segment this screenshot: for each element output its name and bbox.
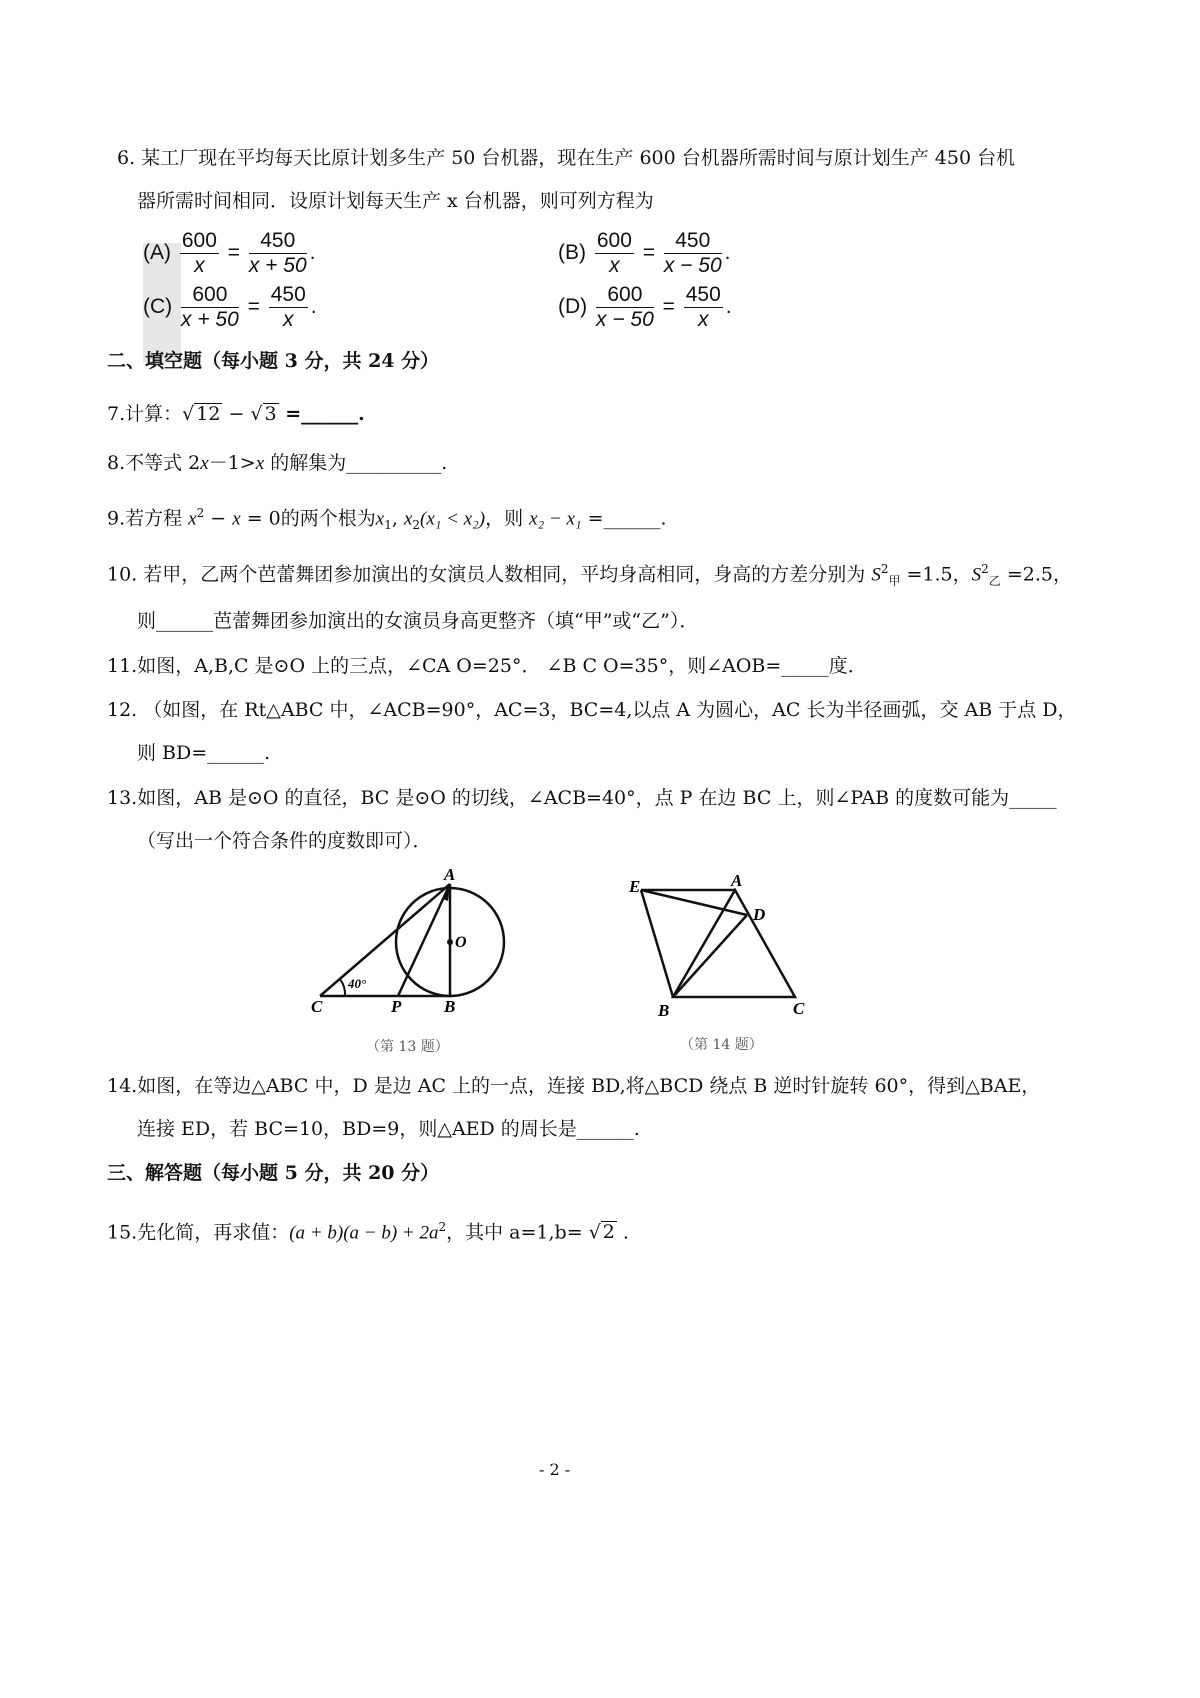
q10-line1: 10. 若甲，乙两个芭蕾舞团参加演出的女演员人数相同，平均身高相同，身高的方差分别为 $S^2_甲 =1.5$，$S^2_乙 =2.5$， (107, 562, 1072, 589)
section-heading-fill-blank: 二、填空题（每小题 3 分，共 24 分） (107, 350, 440, 372)
angle-arc (340, 979, 345, 996)
line-pa (398, 884, 450, 996)
q13-line1: 13.如图，AB 是⊙O 的直径，BC 是⊙O 的切线，∠ACB=40°，点 P 在边 BC 上，则∠PAB 的度数可能为_____ (107, 787, 1057, 809)
q14-line2: 连接 ED，若 BC=10，BD=9，则△AED 的周长是______. (137, 1118, 640, 1140)
label-angle-40: 40° (348, 976, 367, 991)
label-a: A (731, 871, 743, 890)
q6-option-d: (D) $\frac{600}{x - 50}$ = $\frac{450}{x}$ . (558, 282, 732, 331)
label-c: C (311, 997, 323, 1016)
q15: 15.先化简，再求值：$(a + b)(a - b) + 2a^2$，其中 a=1,b= √ 2 . (107, 1220, 629, 1244)
label-o: O (455, 934, 467, 951)
q9: 9.若方程 $x^2 - x = 0$的两个根为$x_1$, $x_2(x_1 < x_2)$，则 x₂ − x₁ =______. (107, 506, 667, 533)
q10-line2: 则______芭蕾舞团参加演出的女演员身高更整齐（填“甲”或“乙”）． (137, 610, 699, 632)
figure-13-caption: （第 13 题） (366, 1039, 449, 1055)
q12-line2: 则 BD=______. (137, 742, 271, 764)
triangle-abc (673, 890, 795, 997)
q6-line2: 器所需时间相同．设原计划每天生产 x 台机器，则可列方程为 (137, 190, 654, 212)
figure-14-caption: （第 14 题） (680, 1037, 763, 1053)
q14-line1: 14.如图，在等边△ABC 中，D 是边 AC 上的一点，连接 BD,将△BCD 绕点 B 逆时针旋转 60°，得到△BAE， (107, 1075, 1041, 1097)
label-a: A (444, 866, 456, 884)
line-ed (641, 890, 747, 915)
point-o (447, 939, 453, 945)
line-eb (641, 890, 673, 997)
figure-13 (305, 866, 515, 1018)
q6-option-b: (B) $\frac{600}{x}$ = $\frac{450}{x - 50}$ . (558, 228, 731, 277)
q11: 11.如图，A,B,C 是⊙O 上的三点，∠CA O=25°． ∠B C O=35°，则∠AOB=_____度． (107, 655, 867, 677)
q7: 7.计算：√ 12 − √ 3 =______. (107, 403, 365, 425)
q6-line1: 6. 某工厂现在平均每天比原计划多生产 50 台机器，现在生产 600 台机器所需时间与原计划生产 450 台机 (117, 147, 1016, 169)
label-c: C (793, 999, 805, 1018)
q13-line2: （写出一个符合条件的度数即可）． (137, 830, 432, 852)
line-bd (673, 915, 747, 997)
label-p: P (391, 997, 402, 1016)
page-number: - 2 - (539, 1460, 571, 1479)
q12-line1: 12. （如图，在 Rt△ABC 中，∠ACB=90°，AC=3，BC=4,以点 A 为圆心，AC 长为半径画弧，交 AB 于点 D， (107, 699, 1077, 721)
figure-14 (625, 870, 815, 1020)
q8: 8.不等式 2x－1>x 的解集为__________. (107, 452, 448, 474)
q6-option-c: (C) $\frac{600}{x + 50}$ = $\frac{450}{x}$ . (143, 282, 317, 331)
q6-option-a: (A) $\frac{600}{x}$ = $\frac{450}{x + 50}$ . (143, 228, 316, 277)
label-b: B (658, 1001, 670, 1020)
section-heading-answer: 三、解答题（每小题 5 分，共 20 分） (107, 1162, 440, 1184)
label-e: E (629, 877, 641, 896)
label-d: D (753, 905, 766, 924)
label-b: B (444, 997, 456, 1016)
line-ca (320, 884, 450, 996)
